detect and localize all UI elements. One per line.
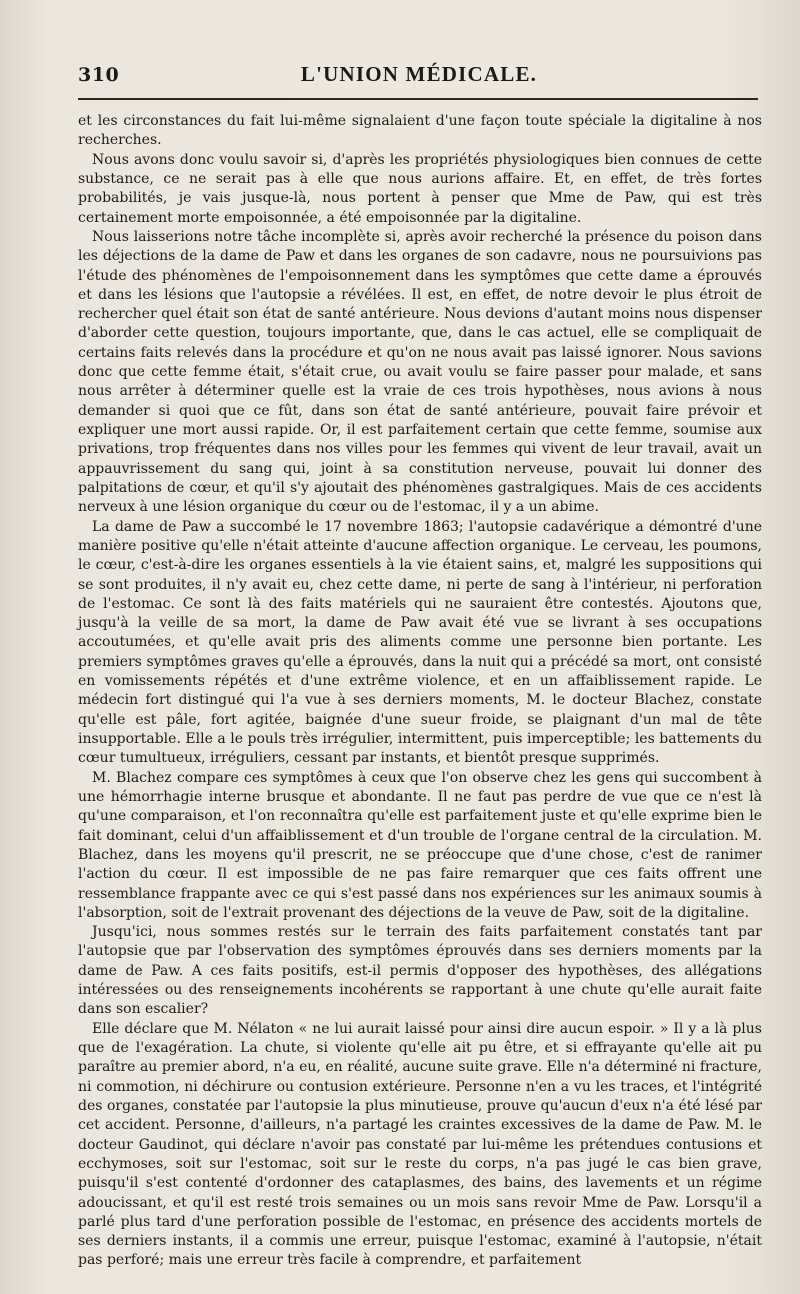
paragraph: Nous avons donc voulu savoir si, d'après les propriétés physiologiques bien connues de cette substance, ce ne serait pas à elle que nous aurions affaire. Et, en effet, de très fortes probabilités, je vais jusque-là, nous portent à penser que Mme de Paw, qui est très certainement morte empoisonnée, a été empoisonnée par la digitaline.	[78, 151, 762, 226]
paragraph: M. Blachez compare ces symptômes à ceux que l'on observe chez les gens qui succombent à une hémorrhagie interne brusque et abondante. Il ne faut pas perdre de vue que ce n'est là qu'une comparaison, et l'on reconnaîtra qu'elle est parfaitement juste et qu'elle exprime bien le fait dominant, celui d'un affaiblissement et d'un trouble de l'organe central de la circulation. M. Blachez, dans les moyens qu'il prescrit, ne se préoccupe que d'une chose, c'est de ranimer l'action du cœur. Il est impossible de ne pas faire remarquer que ces faits offrent une ressemblance frappante avec ce qui s'est passé dans nos expériences sur les animaux soumis à l'absorption, soit de l'extrait provenant des déjections de la veuve de Paw, soit de la digitaline.	[78, 769, 762, 921]
running-title: L'UNION MÉDICALE.	[300, 62, 538, 86]
paragraph: Elle déclare que M. Nélaton « ne lui aurait laissé pour ainsi dire aucun espoir. » Il y a là plus que de l'exagération. La chute, si violente qu'elle ait pu être, et si effrayante qu'elle ait pu paraître au premier abord, n'a eu, en réalité, aucune suite grave. Elle n'a déterminé ni fracture, ni commotion, ni déchirure ou contusion extérieure. Personne n'en a vu les traces, et l'intégrité des organes, constatée par l'autopsie la plus minutieuse, prouve qu'aucun d'eux n'a été lésé par cet accident. Personne, d'ailleurs, n'a partagé les craintes excessives de la dame de Paw. M. le docteur Gaudinot, qui déclare n'avoir pas constaté par lui-même les prétendues contusions et ecchymoses, soit sur l'estomac, soit sur le reste du corps, n'a pas jugé le cas bien grave, puisqu'il s'est contenté d'ordonner des cataplasmes, des bains, des lavements et un régime adoucissant, et qu'il est resté trois semaines ou un mois sans revoir Mme de Paw. Lorsqu'il a parlé plus tard d'une perforation possible de l'estomac, en présence des accidents mortels de ses derniers instants, il a commis une erreur, puisque l'estomac, examiné à l'autopsie, n'était pas perforé; mais une erreur très facile à comprendre, et parfaitement	[78, 1020, 762, 1269]
header-rule	[78, 98, 758, 100]
page-number: 310	[78, 64, 120, 86]
page-header	[78, 58, 760, 92]
paragraph: Jusqu'ici, nous sommes restés sur le terrain des faits parfaitement constatés tant par l'autopsie que par l'observation des symptômes éprouvés dans ses derniers moments par la dame de Paw. A ces faits positifs, est-il permis d'opposer des hypothèses, des allégations intéressées ou des renseignements incohérents se rapportant à une chute qu'elle aurait faite dans son escalier?	[78, 924, 762, 1018]
paragraph: et les circonstances du fait lui-même signalaient d'une façon toute spéciale la digitaline à nos recherches.	[78, 113, 762, 149]
body-text	[78, 112, 762, 1271]
paragraph: La dame de Paw a succombé le 17 novembre 1863; l'autopsie cadavérique a démontré d'une manière positive qu'elle n'était atteinte d'aucune affection organique. Le cerveau, les poumons, le cœur, c'est-à-dire les organes essentiels à la vie étaient sains, et, malgré les suppositions qui se sont produites, il n'y avait eu, chez cette dame, ni perte de sang à l'intérieur, ni perforation de l'estomac. Ce sont là des faits matériels qui ne sauraient être contestés. Ajoutons que, jusqu'à la veille de sa mort, la dame de Paw avait été vue se livrant à ses occupations accoutumées, et qu'elle avait pris des aliments comme une personne bien portante. Les premiers symptômes graves qu'elle a éprouvés, dans la nuit qui a précédé sa mort, ont consisté en vomissements répétés et d'une extrême violence, et en un affaiblissement rapide. Le médecin fort distingué qui l'a vue à ses derniers moments, M. le docteur Blachez, constate qu'elle est pâle, fort agitée, baignée d'une sueur froide, se plaignant d'un mal de tête insupportable. Elle a le pouls très irrégulier, intermittent, puis imperceptible; les battements du cœur tumultueux, irréguliers, cessant par instants, et bientôt presque supprimés.	[78, 518, 762, 767]
paragraph: Nous laisserions notre tâche incomplète si, après avoir recherché la présence du poison dans les déjections de la dame de Paw et dans les organes de son cadavre, nous ne poursuivions pas l'étude des phénomènes de l'empoisonnement dans les symptômes que cette dame a éprouvés et dans les lésions que l'autopsie a révélées. Il est, en effet, de notre devoir le plus étroit de rechercher quel était son état de santé antérieure. Nous devions d'autant moins nous dispenser d'aborder cette question, toujours importante, que, dans le cas actuel, elle se compliquait de certains faits relevés dans la procédure et qu'on ne nous avait pas laissé ignorer. Nous savions donc que cette femme était, s'était crue, ou avait voulu se faire passer pour malade, et sans nous arrêter à déterminer quelle est la vraie de ces trois hypothèses, nous avions à nous demander si quoi que ce fût, dans son état de santé antérieure, pouvait faire prévoir et expliquer une mort aussi rapide. Or, il est parfaitement certain que cette femme, soumise aux privations, trop fréquentes dans nos villes pour les femmes qui vivent de leur travail, avait un appauvrissement du sang qui, joint à sa constitution nerveuse, pouvait lui donner des palpitations de cœur, et qu'il s'y ajoutait des phénomènes gastralgiques. Mais de ces accidents nerveux à une lésion organique du cœur ou de l'estomac, il y a un abime.	[78, 228, 762, 516]
